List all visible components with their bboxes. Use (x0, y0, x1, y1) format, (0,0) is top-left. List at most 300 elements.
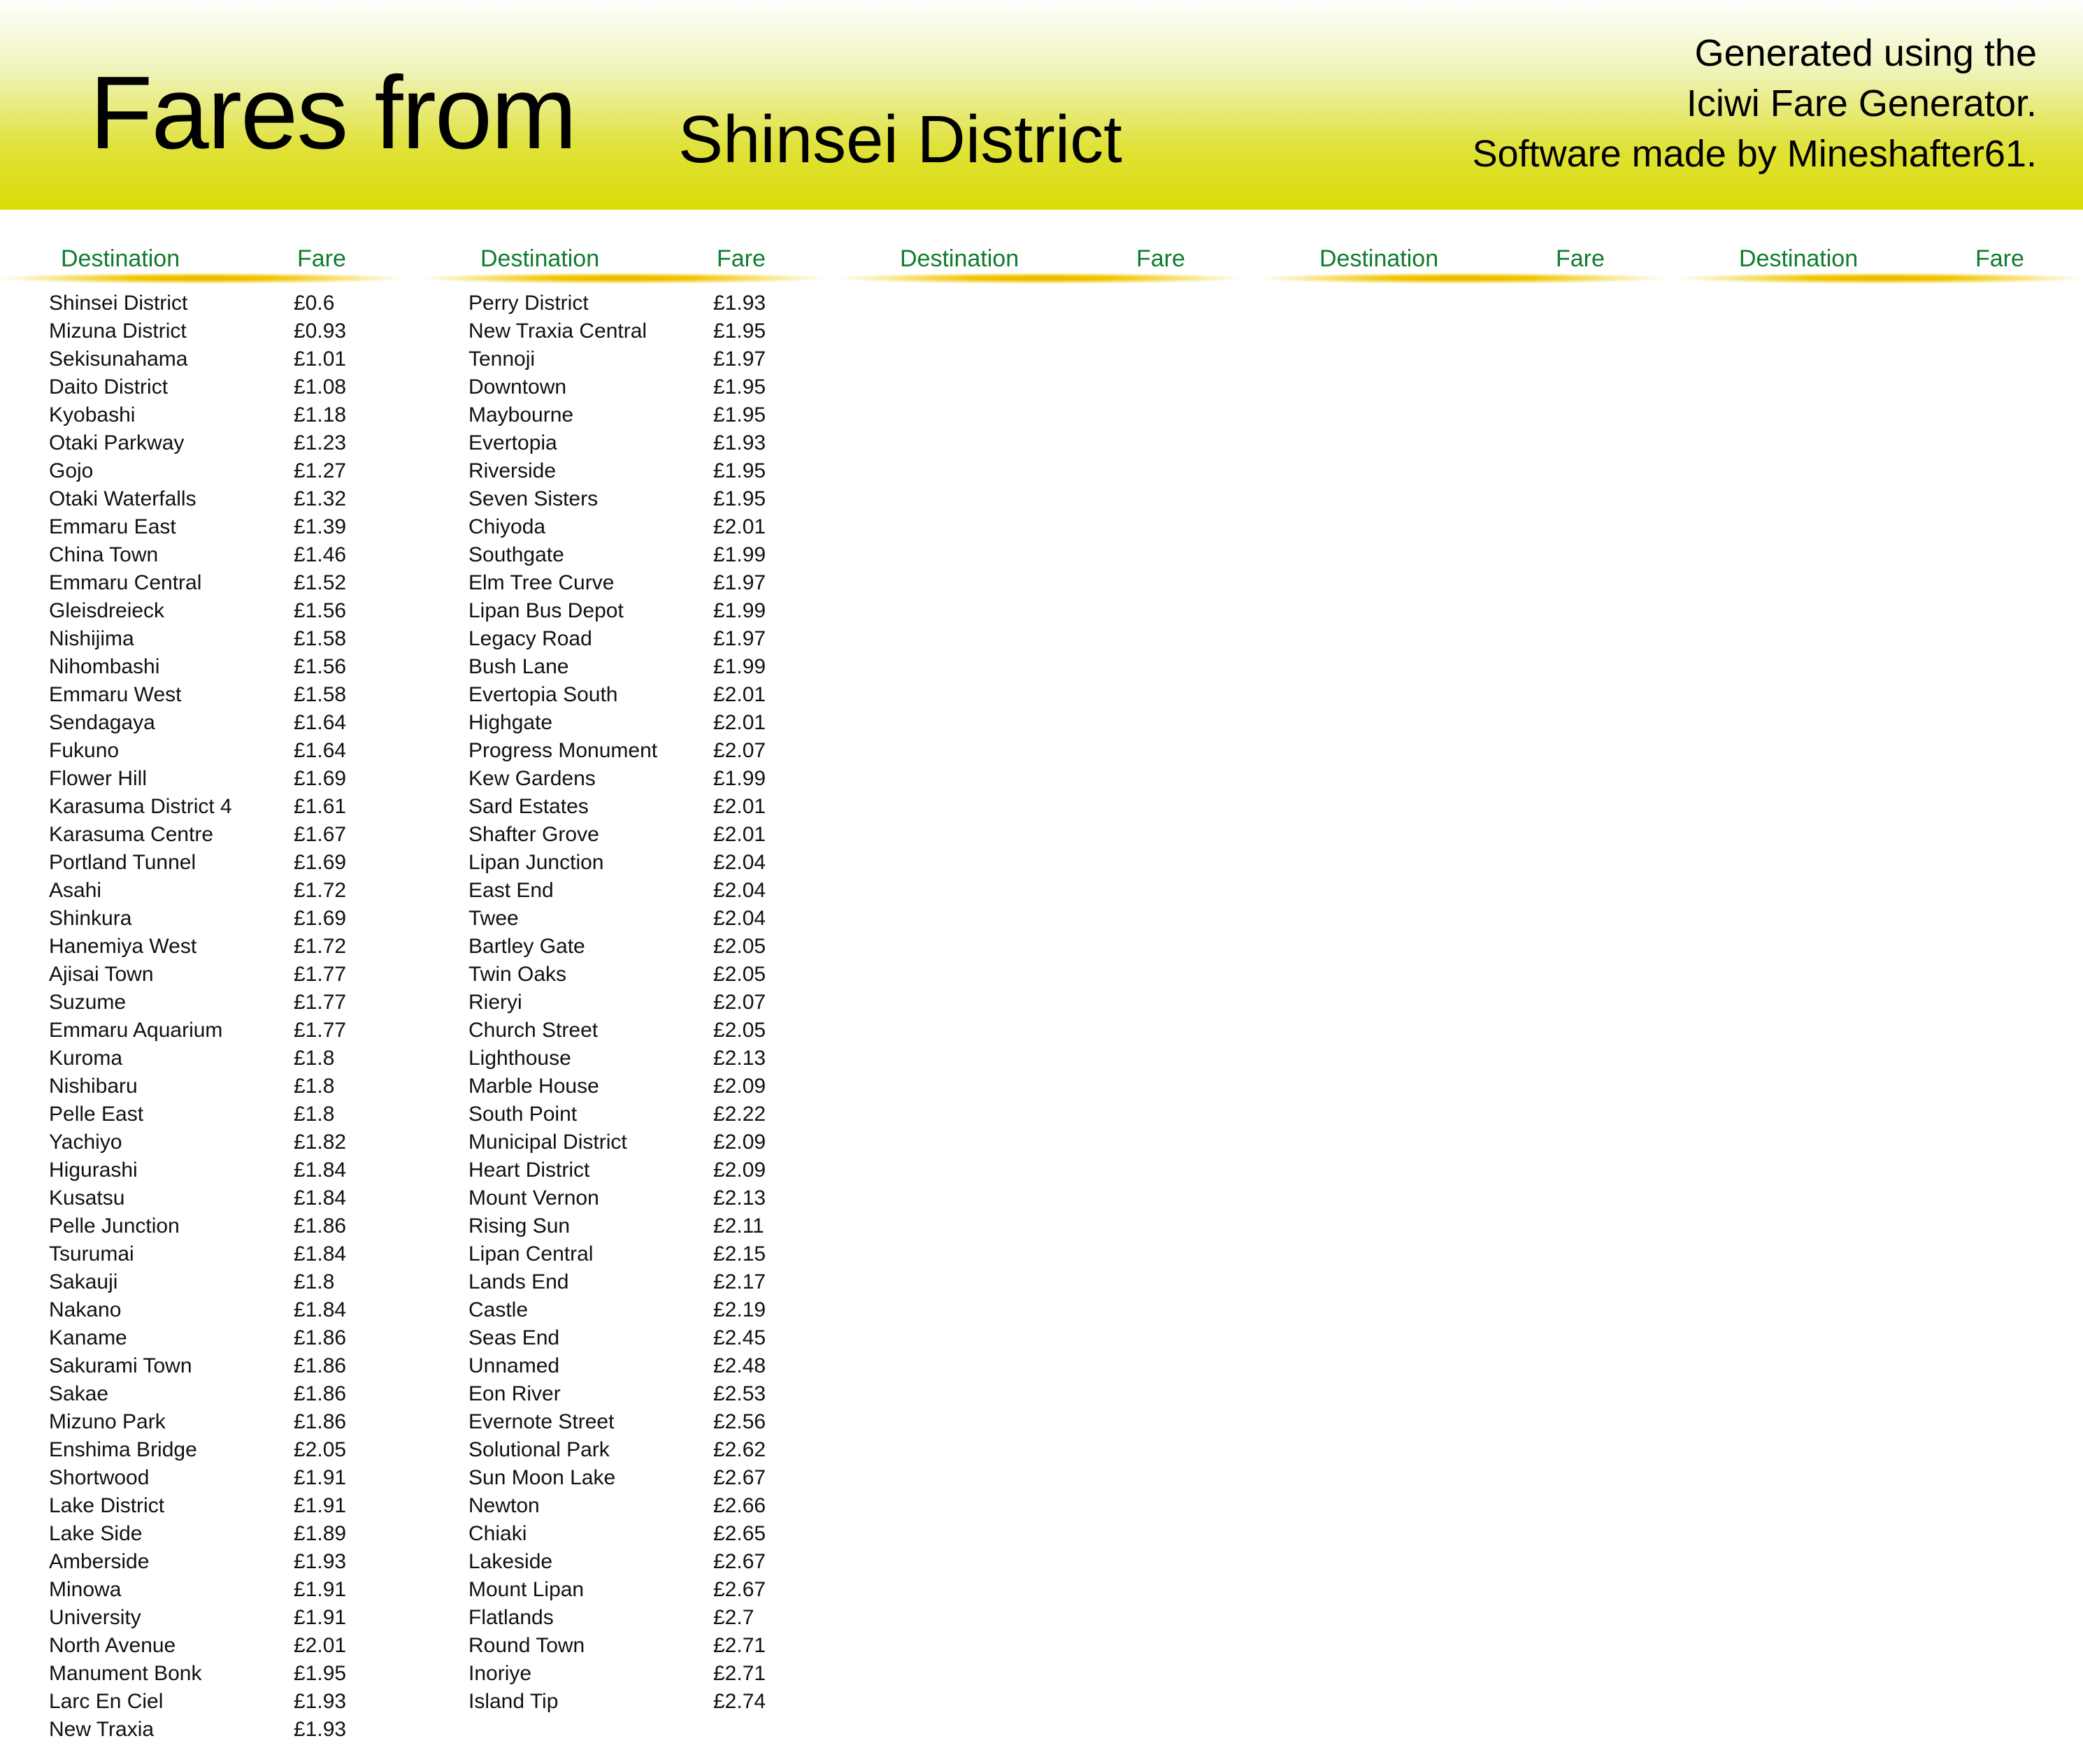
fare-value: £2.01 (294, 1634, 347, 1657)
destination-name: Rising Sun (468, 1214, 571, 1238)
destination-name: Larc En Ciel (49, 1690, 164, 1713)
credit-line: Generated using the (1694, 32, 2037, 74)
fare-row (0, 513, 420, 541)
fare-value: £2.04 (713, 851, 766, 874)
destination-name: Emmaru Aquarium (49, 1019, 223, 1042)
fare-value: £1.01 (294, 347, 347, 371)
header-underline (1259, 273, 1664, 284)
fare-value: £1.97 (713, 571, 766, 594)
destination-name: Twin Oaks (468, 963, 567, 986)
header-underline (1678, 273, 2083, 284)
destination-name: Shinkura (49, 907, 132, 930)
fare-value: £2.01 (713, 823, 766, 846)
destination-name: Evertopia South (468, 683, 618, 706)
fare-column (420, 239, 839, 1713)
fare-row (0, 1240, 420, 1268)
fare-row (420, 569, 839, 597)
fare-value: £1.61 (294, 795, 347, 818)
fare-value: £1.32 (294, 487, 347, 510)
fare-value: £1.72 (294, 935, 347, 958)
destination-name: Elm Tree Curve (468, 571, 615, 594)
fare-row (420, 373, 839, 401)
fare-value: £1.93 (713, 431, 766, 454)
destination-name: Sakauji (49, 1270, 118, 1293)
fare-value: £1.69 (294, 767, 347, 790)
column-header (1678, 239, 2083, 281)
destination-name: Sard Estates (468, 795, 589, 818)
destination-name: Rieryi (468, 991, 522, 1014)
fare-value: £2.67 (713, 1578, 766, 1601)
fare-row (0, 1688, 420, 1716)
destination-name: Marble House (468, 1075, 599, 1098)
fare-row (420, 849, 839, 877)
fare-row (420, 597, 839, 625)
fare-value: £2.71 (713, 1634, 766, 1657)
fare-value: £2.66 (713, 1494, 766, 1517)
header-underline (420, 273, 825, 284)
destination-name: Lakeside (468, 1550, 553, 1573)
fare-value: £0.93 (294, 320, 347, 343)
destination-name: Sekisunahama (49, 347, 188, 371)
fare-value: £1.95 (713, 375, 766, 399)
fare-column (1259, 239, 1678, 281)
fare-value: £1.58 (294, 683, 347, 706)
fare-row (0, 373, 420, 401)
destination-header: Destination (1319, 245, 1439, 272)
destination-name: Bartley Gate (468, 935, 585, 958)
destination-name: Asahi (49, 879, 102, 902)
destination-name: Sendagaya (49, 711, 155, 734)
fare-row (420, 1492, 839, 1520)
fare-value: £1.86 (294, 1354, 347, 1377)
fare-header: Fare (1975, 245, 2024, 272)
fare-value: £1.84 (294, 1186, 347, 1210)
fare-value: £2.19 (713, 1298, 766, 1321)
fare-row (0, 1408, 420, 1436)
fare-row (420, 317, 839, 345)
fare-row (0, 541, 420, 569)
destination-name: Chiaki (468, 1522, 527, 1545)
fare-row (0, 681, 420, 709)
column-header (1259, 239, 1678, 281)
fare-value: £1.95 (713, 320, 766, 343)
destination-name: East End (468, 879, 554, 902)
fare-row (420, 793, 839, 821)
fare-value: £1.82 (294, 1131, 347, 1154)
fare-row (420, 1073, 839, 1100)
destination-name: Church Street (468, 1019, 599, 1042)
fare-row (0, 1380, 420, 1408)
destination-name: Perry District (468, 292, 589, 315)
fare-row (0, 1156, 420, 1184)
fare-row (420, 1240, 839, 1268)
fare-row (420, 625, 839, 653)
destination-name: Hanemiya West (49, 935, 197, 958)
fare-row (420, 1045, 839, 1073)
fare-row (420, 1296, 839, 1324)
header-underline (0, 273, 406, 284)
fare-row (0, 765, 420, 793)
fare-value: £2.74 (713, 1690, 766, 1713)
fare-row (0, 653, 420, 681)
destination-name: Twee (468, 907, 519, 930)
destination-header: Destination (1739, 245, 1859, 272)
fare-row (0, 1212, 420, 1240)
fare-row (0, 625, 420, 653)
destination-name: Portland Tunnel (49, 851, 196, 874)
fare-value: £1.84 (294, 1159, 347, 1182)
fare-row (420, 1408, 839, 1436)
fare-value: £1.91 (294, 1466, 347, 1489)
fare-row (420, 681, 839, 709)
destination-name: Lipan Junction (468, 851, 604, 874)
destination-name: Nishibaru (49, 1075, 138, 1098)
fare-row (0, 1045, 420, 1073)
credits (1473, 28, 2037, 179)
fare-row (420, 765, 839, 793)
fare-value: £1.27 (294, 459, 347, 482)
destination-name: Sun Moon Lake (468, 1466, 616, 1489)
page-title: Fares from (90, 55, 576, 171)
fare-row (0, 1128, 420, 1156)
fare-header: Fare (297, 245, 346, 272)
fare-value: £2.13 (713, 1047, 766, 1070)
fare-value: £1.8 (294, 1075, 335, 1098)
credit-line: Software made by Mineshafter61. (1472, 133, 2037, 175)
fare-value: £1.93 (294, 1550, 347, 1573)
destination-name: Manument Bonk (49, 1662, 202, 1685)
fare-value: £1.52 (294, 571, 347, 594)
fare-row (0, 1352, 420, 1380)
fare-value: £1.69 (294, 907, 347, 930)
destination-name: Flatlands (468, 1606, 554, 1629)
fare-value: £2.05 (294, 1438, 347, 1461)
destination-header: Destination (480, 245, 600, 272)
fare-value: £2.04 (713, 907, 766, 930)
fare-value: £1.86 (294, 1214, 347, 1238)
fare-value: £1.67 (294, 823, 347, 846)
destination-name: Yachiyo (49, 1131, 122, 1154)
destination-name: Shortwood (49, 1466, 150, 1489)
destination-name: Emmaru Central (49, 571, 202, 594)
fare-value: £2.07 (713, 739, 766, 762)
fare-row (0, 821, 420, 849)
fare-row (0, 1716, 420, 1744)
fare-row (0, 345, 420, 373)
destination-name: Minowa (49, 1578, 122, 1601)
fare-row (420, 1324, 839, 1352)
destination-name: Inoriye (468, 1662, 532, 1685)
fare-column (1678, 239, 2083, 281)
fare-value: £2.15 (713, 1242, 766, 1265)
fare-row (420, 429, 839, 457)
fare-value: £1.84 (294, 1298, 347, 1321)
destination-name: Southgate (468, 543, 564, 566)
destination-name: Nihombashi (49, 655, 160, 678)
destination-name: Enshima Bridge (49, 1438, 197, 1461)
fare-value: £1.56 (294, 655, 347, 678)
fare-value: £1.99 (713, 767, 766, 790)
fare-value: £1.91 (294, 1578, 347, 1601)
fare-value: £0.6 (294, 292, 335, 315)
fare-row (420, 961, 839, 989)
destination-name: Bush Lane (468, 655, 569, 678)
destination-name: Heart District (468, 1159, 590, 1182)
fare-value: £1.8 (294, 1047, 335, 1070)
fare-row (0, 1492, 420, 1520)
destination-name: Round Town (468, 1634, 585, 1657)
fare-row (420, 541, 839, 569)
destination-name: Unnamed (468, 1354, 560, 1377)
fare-row (420, 1576, 839, 1604)
fare-row (420, 905, 839, 933)
destination-name: Kew Gardens (468, 767, 596, 790)
destination-name: Karasuma Centre (49, 823, 214, 846)
destination-name: Seven Sisters (468, 487, 599, 510)
destination-name: Kusatsu (49, 1186, 125, 1210)
fare-value: £2.17 (713, 1270, 766, 1293)
fare-row (420, 1660, 839, 1688)
fare-row (0, 933, 420, 961)
fare-value: £2.53 (713, 1382, 766, 1405)
fare-value: £1.97 (713, 627, 766, 650)
destination-name: Lipan Bus Depot (468, 599, 624, 622)
fare-row (420, 457, 839, 485)
fare-row (420, 401, 839, 429)
fare-row (0, 401, 420, 429)
fare-value: £1.91 (294, 1606, 347, 1629)
fare-value: £2.09 (713, 1131, 766, 1154)
destination-name: Sakae (49, 1382, 109, 1405)
fare-row (0, 1100, 420, 1128)
fare-row (0, 877, 420, 905)
fare-value: £2.01 (713, 683, 766, 706)
fare-row (420, 1184, 839, 1212)
destination-header: Destination (900, 245, 1019, 272)
fare-row (0, 1436, 420, 1464)
fare-value: £1.64 (294, 739, 347, 762)
destination-name: Shafter Grove (468, 823, 599, 846)
fare-value: £1.64 (294, 711, 347, 734)
fare-row (420, 1464, 839, 1492)
column-header (0, 239, 420, 281)
fare-row (420, 1017, 839, 1045)
fare-value: £2.04 (713, 879, 766, 902)
fare-row (420, 345, 839, 373)
fare-row (0, 569, 420, 597)
destination-name: Lake District (49, 1494, 165, 1517)
destination-name: Emmaru West (49, 683, 182, 706)
fare-value: £1.97 (713, 347, 766, 371)
destination-name: Amberside (49, 1550, 150, 1573)
destination-name: Daito District (49, 375, 169, 399)
destination-name: University (49, 1606, 141, 1629)
destination-name: Shinsei District (49, 292, 188, 315)
header-underline (839, 273, 1245, 284)
fare-row (420, 1128, 839, 1156)
fare-value: £2.65 (713, 1522, 766, 1545)
destination-name: Gleisdreieck (49, 599, 165, 622)
fare-value: £2.22 (713, 1103, 766, 1126)
fare-value: £1.58 (294, 627, 347, 650)
destination-name: Kyobashi (49, 403, 136, 426)
fare-value: £1.46 (294, 543, 347, 566)
fare-value: £2.09 (713, 1159, 766, 1182)
destination-name: Municipal District (468, 1131, 627, 1154)
fare-row (0, 709, 420, 737)
destination-name: Island Tip (468, 1690, 559, 1713)
destination-name: Highgate (468, 711, 553, 734)
destination-name: New Traxia Central (468, 320, 647, 343)
fare-value: £1.86 (294, 1326, 347, 1349)
fare-value: £2.48 (713, 1354, 766, 1377)
fare-row (0, 905, 420, 933)
fare-row (420, 737, 839, 765)
destination-name: Otaki Waterfalls (49, 487, 196, 510)
fare-value: £2.01 (713, 711, 766, 734)
fare-row (0, 849, 420, 877)
fare-row (0, 793, 420, 821)
fare-value: £1.93 (294, 1690, 347, 1713)
fare-value: £2.13 (713, 1186, 766, 1210)
fare-row (420, 709, 839, 737)
destination-name: Riverside (468, 459, 557, 482)
destination-name: Lighthouse (468, 1047, 571, 1070)
destination-name: Lipan Central (468, 1242, 594, 1265)
fare-row (420, 1100, 839, 1128)
column-header (420, 239, 839, 281)
destination-name: Solutional Park (468, 1438, 610, 1461)
destination-name: Lands End (468, 1270, 569, 1293)
fare-row (0, 1073, 420, 1100)
destination-name: Sakurami Town (49, 1354, 192, 1377)
column-header (839, 239, 1259, 281)
fare-row (420, 1548, 839, 1576)
fare-value: £1.91 (294, 1494, 347, 1517)
station-name: Shinsei District (678, 102, 1122, 177)
fare-value: £1.99 (713, 655, 766, 678)
fare-value: £1.77 (294, 991, 347, 1014)
fare-row (0, 1520, 420, 1548)
fare-row (0, 1632, 420, 1660)
fare-value: £1.86 (294, 1410, 347, 1433)
header-banner (0, 0, 2083, 210)
fare-value: £1.93 (713, 292, 766, 315)
destination-name: Pelle Junction (49, 1214, 180, 1238)
fare-value: £2.01 (713, 515, 766, 538)
fare-value: £1.08 (294, 375, 347, 399)
fare-value: £1.99 (713, 543, 766, 566)
destination-name: Tennoji (468, 347, 536, 371)
fare-row (420, 821, 839, 849)
destination-name: Evernote Street (468, 1410, 615, 1433)
fare-row (420, 1688, 839, 1716)
fare-row (0, 961, 420, 989)
destination-name: New Traxia (49, 1718, 155, 1741)
fare-value: £2.56 (713, 1410, 766, 1433)
fare-row (420, 1156, 839, 1184)
destination-name: Suzume (49, 991, 127, 1014)
fare-value: £2.11 (713, 1214, 764, 1238)
destination-name: Downtown (468, 375, 567, 399)
credit-line: Iciwi Fare Generator. (1686, 83, 2037, 124)
fare-row (420, 877, 839, 905)
destination-name: Otaki Parkway (49, 431, 185, 454)
destination-name: Nakano (49, 1298, 122, 1321)
fare-value: £2.62 (713, 1438, 766, 1461)
fare-value: £1.99 (713, 599, 766, 622)
fare-value: £1.84 (294, 1242, 347, 1265)
destination-name: Mizuna District (49, 320, 187, 343)
destination-name: Kaname (49, 1326, 127, 1349)
fare-value: £1.56 (294, 599, 347, 622)
destination-name: Mount Lipan (468, 1578, 585, 1601)
fare-row (0, 1268, 420, 1296)
destination-name: Tsurumai (49, 1242, 134, 1265)
fare-value: £1.8 (294, 1270, 335, 1293)
fare-row (0, 1660, 420, 1688)
destination-name: Lake Side (49, 1522, 143, 1545)
fare-row (420, 989, 839, 1017)
fare-row (0, 989, 420, 1017)
fare-value: £1.18 (294, 403, 347, 426)
fare-value: £1.69 (294, 851, 347, 874)
destination-name: North Avenue (49, 1634, 176, 1657)
fare-value: £2.07 (713, 991, 766, 1014)
destination-name: Mount Vernon (468, 1186, 599, 1210)
fare-value: £2.7 (713, 1606, 754, 1629)
fare-value: £2.67 (713, 1550, 766, 1573)
fare-value: £1.23 (294, 431, 347, 454)
fare-value: £2.67 (713, 1466, 766, 1489)
fare-value: £2.05 (713, 935, 766, 958)
fare-value: £1.72 (294, 879, 347, 902)
destination-name: Newton (468, 1494, 540, 1517)
fare-value: £2.05 (713, 1019, 766, 1042)
fare-value: £1.95 (294, 1662, 347, 1685)
fare-value: £2.71 (713, 1662, 766, 1685)
fare-row (0, 1604, 420, 1632)
fare-value: £1.95 (713, 459, 766, 482)
destination-header: Destination (61, 245, 180, 272)
fare-row (0, 1017, 420, 1045)
fare-list (420, 289, 839, 1716)
fare-row (420, 1380, 839, 1408)
fare-column (839, 239, 1259, 281)
fare-row (420, 513, 839, 541)
fare-row (420, 1436, 839, 1464)
fare-row (420, 1212, 839, 1240)
fare-value: £2.05 (713, 963, 766, 986)
destination-name: Nishijima (49, 627, 134, 650)
fare-header: Fare (1556, 245, 1605, 272)
destination-name: Eon River (468, 1382, 561, 1405)
destination-name: Castle (468, 1298, 529, 1321)
fare-row (0, 737, 420, 765)
fare-row (420, 1604, 839, 1632)
fare-value: £1.95 (713, 403, 766, 426)
fare-list (0, 289, 420, 1744)
fare-value: £1.77 (294, 963, 347, 986)
destination-name: Pelle East (49, 1103, 144, 1126)
fare-value: £1.39 (294, 515, 347, 538)
destination-name: Kuroma (49, 1047, 123, 1070)
destination-name: Gojo (49, 459, 94, 482)
fare-value: £1.77 (294, 1019, 347, 1042)
destination-name: Fukuno (49, 739, 120, 762)
fare-row (0, 1576, 420, 1604)
fare-value: £2.45 (713, 1326, 766, 1349)
